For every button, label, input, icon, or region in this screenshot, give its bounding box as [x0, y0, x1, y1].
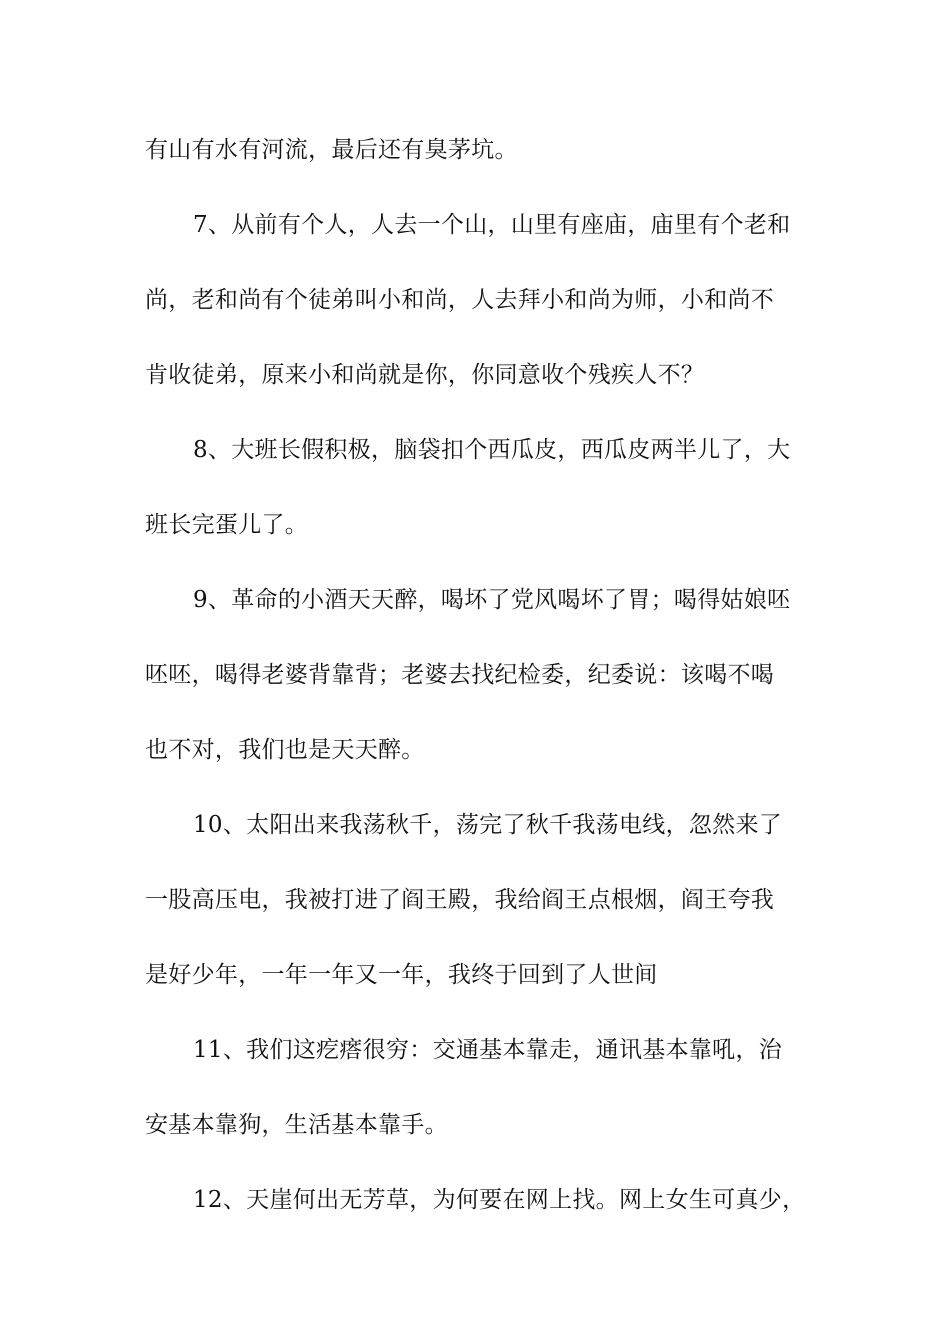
text-line: 安基本靠狗，生活基本靠手。	[145, 1112, 448, 1138]
paragraph-9-line-1: 9、革命的小酒天天醉，喝坏了党风喝坏了胃；喝得姑娘呸	[193, 587, 791, 613]
text-line: 班长完蛋儿了。	[145, 512, 309, 538]
text-line: 呸呸，喝得老婆背靠背；老婆去找纪检委，纪委说：该喝不喝	[145, 662, 775, 688]
text-line: 尚，老和尚有个徒弟叫小和尚，人去拜小和尚为师，小和尚不	[145, 287, 775, 313]
text-line: 一股高压电，我被打进了阎王殿，我给阎王点根烟，阎王夸我	[145, 887, 775, 913]
paragraph-11-line-1: 11、我们这疙瘩很穷：交通基本靠走，通讯基本靠吼，治	[193, 1037, 783, 1063]
paragraph-10-line-1: 10、太阳出来我荡秋千，荡完了秋千我荡电线，忽然来了	[193, 812, 783, 838]
paragraph-8-line-1: 8、大班长假积极，脑袋扣个西瓜皮，西瓜皮两半儿了，大	[193, 437, 791, 463]
text-line: 是好少年，一年一年又一年，我终于回到了人世间	[145, 962, 658, 988]
text-line: 肯收徒弟，原来小和尚就是你，你同意收个残疾人不？	[145, 362, 705, 388]
text-line: 有山有水有河流，最后还有臭茅坑。	[145, 137, 518, 163]
paragraph-7-line-1: 7、从前有个人，人去一个山，山里有座庙，庙里有个老和	[193, 212, 791, 238]
paragraph-12-line-1: 12、天崖何出无芳草，为何要在网上找。网上女生可真少，	[193, 1187, 806, 1213]
text-line: 也不对，我们也是天天醉。	[145, 737, 425, 763]
